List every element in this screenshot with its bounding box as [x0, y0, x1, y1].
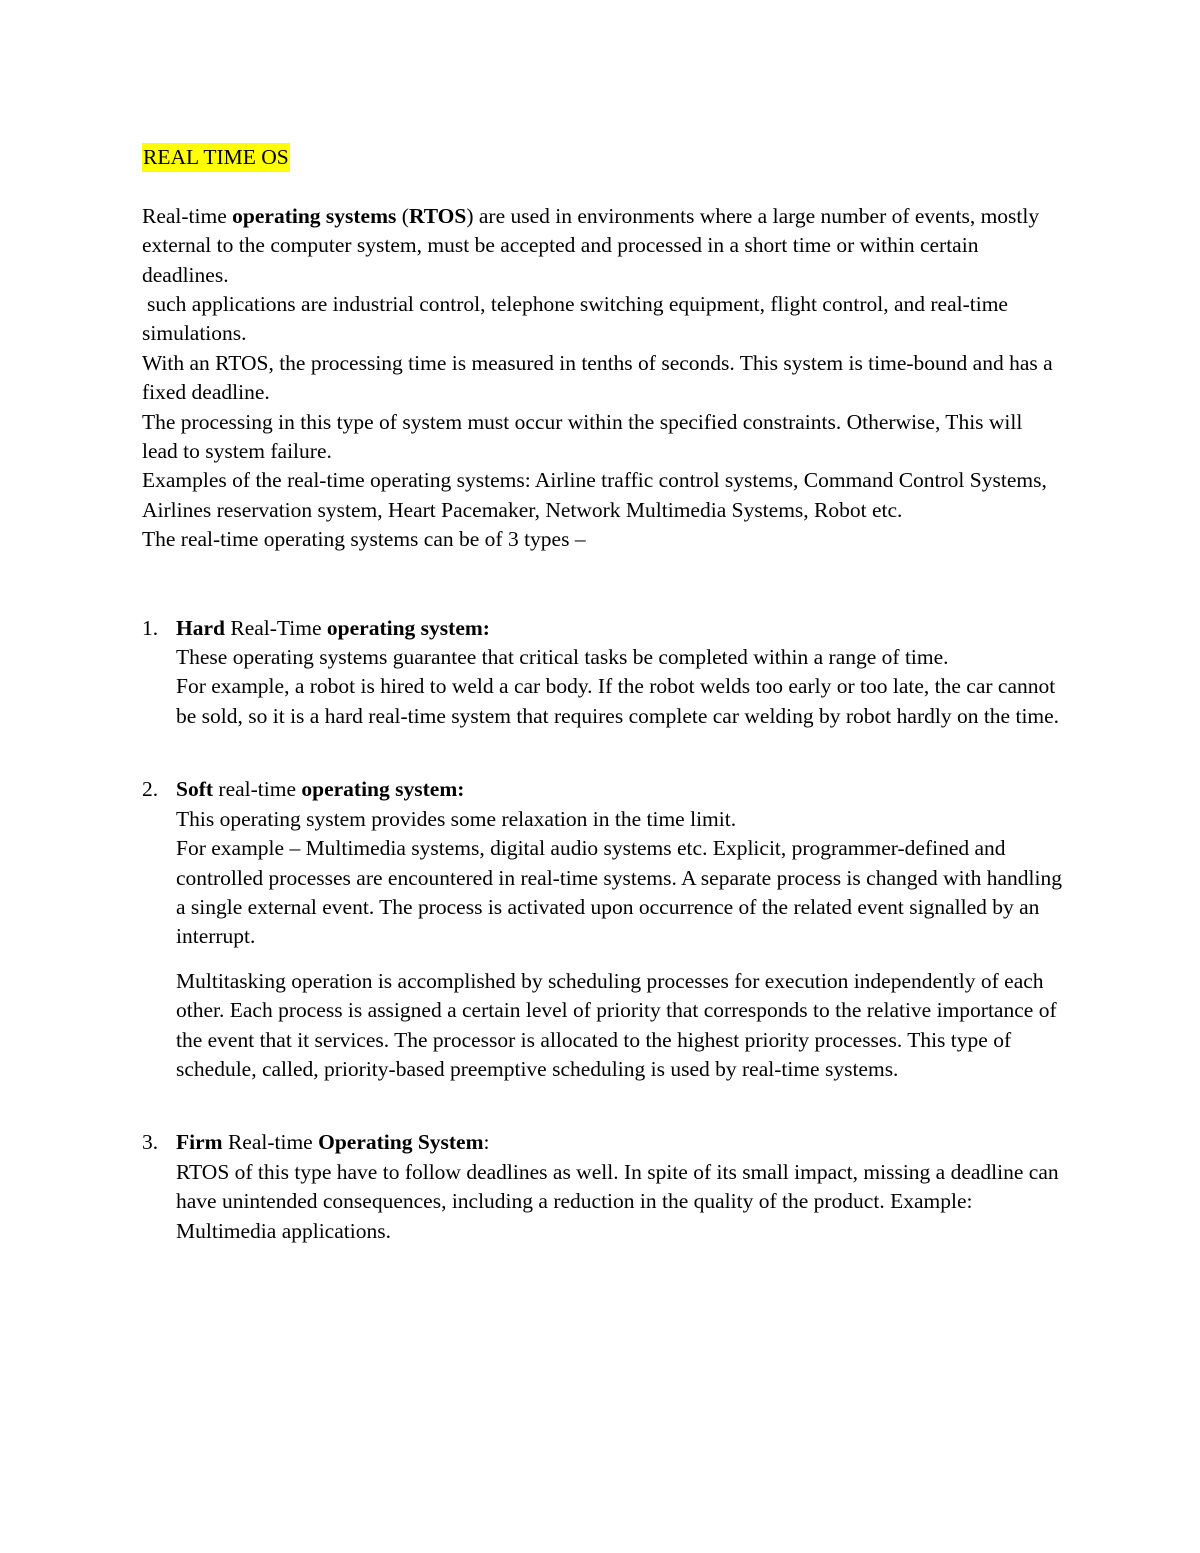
intro-paragraph-processing-time: With an RTOS, the processing time is measured in tenths of seconds. This system is time-bound and has a fixed deadline.: [142, 350, 1053, 405]
list-number: 2.: [142, 777, 159, 802]
bold-term-rtos: RTOS: [408, 203, 467, 228]
heading-plain: Real-time: [222, 1130, 319, 1155]
heading-tail: :: [483, 1130, 490, 1155]
text-run: ) are used in environments where a large number of events, mostly external to the computer system, must be accepted and processed in a short time or within certain deadlines.: [142, 203, 1040, 287]
heading-bold: Firm: [176, 1130, 223, 1155]
list-item-paragraph: This operating system provides some relaxation in the time limit.: [176, 806, 737, 831]
heading-bold: operating system:: [301, 777, 465, 802]
spacer: [142, 172, 1062, 201]
intro-paragraph-types: The real-time operating systems can be of 3 types –: [142, 527, 586, 552]
spacer: [176, 952, 1062, 967]
list-item-paragraph: For example – Multimedia systems, digital audio systems etc. Explicit, programmer-defined and controlled processes are encountered in real-time systems. A separate process is changed with handling a single external event. The process is activated upon occurrence of the related event signalled by an interrupt.: [176, 836, 1062, 949]
list-item-firm-rtos: [142, 1128, 1062, 1246]
list-item-paragraph: For example, a robot is hired to weld a car body. If the robot welds too early or too late, the car cannot be sold, so it is a hard real-time system that requires complete car welding by robot hardly on the time.: [176, 674, 1060, 728]
list-item-heading: [176, 614, 1062, 643]
heading-bold: Soft: [176, 777, 214, 802]
document-title: REAL TIME OS: [142, 143, 290, 172]
heading-plain: Real-Time: [224, 615, 327, 640]
bold-term-operating-systems: operating systems: [232, 203, 397, 228]
heading-bold: operating system:: [326, 615, 490, 640]
list-number: 3.: [142, 1130, 159, 1155]
text-run: (: [396, 203, 409, 228]
spacer: [142, 555, 1062, 614]
spacer: [142, 731, 1062, 775]
heading-plain: real-time: [213, 777, 302, 802]
intro-paragraph-examples: Examples of the real-time operating systems: Airline traffic control systems, Command Control Systems, Airlines reservation system, Heart Pacemaker, Network Multimedia Systems, Robot etc.: [142, 468, 1047, 522]
list-item-hard-rtos: [142, 614, 1062, 732]
document-page: [142, 143, 1062, 1246]
intro-paragraph-constraints: The processing in this type of system must occur within the specified constraints. Otherwise, This will lead to system failure.: [142, 409, 1023, 464]
intro-paragraph-definition: [142, 202, 1062, 290]
text-run: Real-time: [142, 203, 233, 228]
list-item-heading: [176, 775, 1062, 804]
list-item-soft-rtos: [142, 775, 1062, 1084]
list-item-paragraph: Multitasking operation is accomplished by scheduling processes for execution independently of each other. Each process is assigned a certain level of priority that corresponds to the relative importance of the event that it services. The processor is allocated to the highest priority processes. This type of schedule, called, priority-based preemptive scheduling is used by real-time systems.: [176, 968, 1057, 1081]
intro-paragraph-applications: such applications are industrial control, telephone switching equipment, flight control, and real-time simulations.: [142, 292, 1008, 346]
heading-bold: Operating System: [318, 1130, 484, 1155]
spacer: [142, 1084, 1062, 1128]
list-item-heading: [176, 1128, 1062, 1157]
list-item-paragraph: RTOS of this type have to follow deadlines as well. In spite of its small impact, missing a deadline can have unintended consequences, including a reduction in the quality of the product. Example: Multimedia applications.: [176, 1159, 1059, 1243]
list-item-paragraph: These operating systems guarantee that critical tasks be completed within a range of time.: [176, 645, 949, 670]
list-number: 1.: [142, 615, 159, 640]
heading-bold: Hard: [176, 615, 225, 640]
